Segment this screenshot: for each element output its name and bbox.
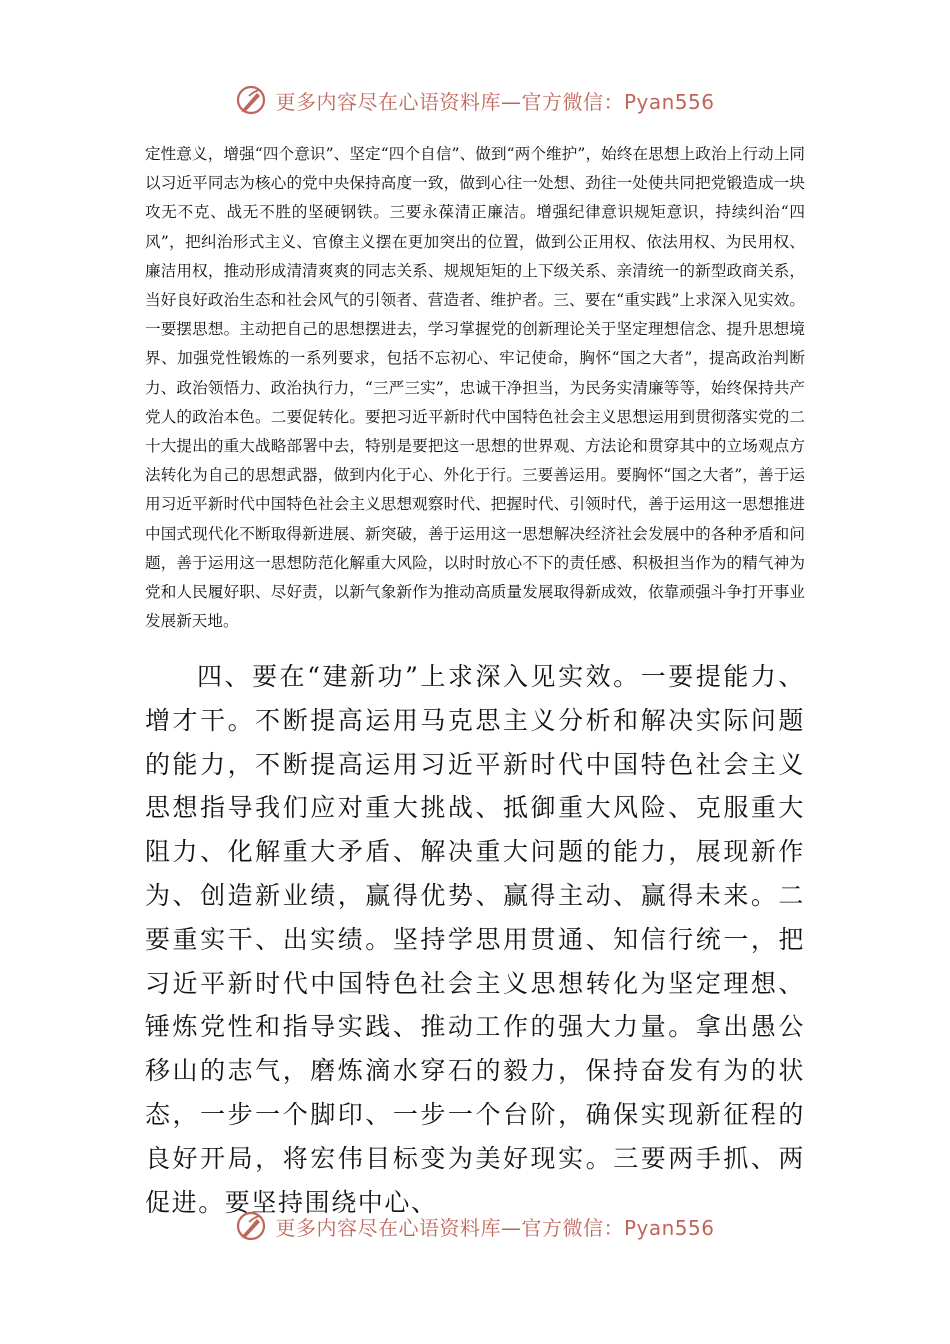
footer-banner — [0, 1210, 950, 1242]
body-paragraph-small: 定性意义，增强“四个意识”、坚定“四个自信”、做到“两个维护”，始终在思想上政治上行动上同以习近平同志为核心的党中央保持高度一致，做到心往一处想、劲往一处使共同把党锻造成一块攻无不克、战无不胜的坚硬钢铁。三要永葆清正廉洁。增强纪律意识规矩意识，持续纠治“四风”，把纠治形式主义、官僚主义摆在更加突出的位置，做到公正用权、依法用权、为民用权、廉洁用权，推动形成清清爽爽的同志关系、规规矩矩的上下级关系、亲清统一的新型政商关系，当好良好政治生态和社会风气的引领者、营造者、维护者。三、要在“重实践”上求深入见实效。一要摆思想。主动把自己的思想摆进去，学习掌握党的创新理论关于坚定理想信念、提升思想境界、加强党性锻炼的一系列要求，包括不忘初心、牢记使命，胸怀“国之大者”，提高政治判断力、政治领悟力、政治执行力，“三严三实”，忠诚干净担当，为民务实清廉等等，始终保持共产党人的政治本色。二要促转化。要把习近平新时代中国特色社会主义思想运用到贯彻落实党的二十大提出的重大战略部署中去，特别是要把这一思想的世界观、方法论和贯穿其中的立场观点方法转化为自己的思想武器，做到内化于心、外化于行。三要善运用。要胸怀“国之大者”，善于运用习近平新时代中国特色社会主义思想观察时代、把握时代、引领时代，善于运用这一思想推进中国式现代化不断取得新进展、新突破，善于运用这一思想解决经济社会发展中的各种矛盾和问题，善于运用这一思想防范化解重大风险，以时时放心不下的责任感、积极担当作为的精气神为党和人民履好职、尽好责，以新气象新作为推动高质量发展取得新成效，依靠顽强斗争打开事业发展新天地。 — [145, 145, 805, 631]
header-banner-text: 更多内容尽在心语资料库—官方微信：Pyan556 — [275, 89, 715, 114]
pen-logo-icon — [235, 1210, 267, 1242]
body-paragraph-large: 四、要在“建新功”上求深入见实效。一要提能力、增才干。不断提高运用马克思主义分析和解决实际问题的能力，不断提高运用习近平新时代中国特色社会主义思想指导我们应对重大挑战、抵御重大风险、克服重大阻力、化解重大矛盾、解决重大问题的能力，展现新作为、创造新业绩，赢得优势、赢得主动、赢得未来。二要重实干、出实绩。坚持学思用贯通、知信行统一，把习近平新时代中国特色社会主义思想转化为坚定理想、锤炼党性和指导实践、推动工作的强大力量。拿出愚公移山的志气，磨炼滴水穿石的毅力，保持奋发有为的状态，一步一个脚印、一步一个台阶，确保实现新征程的良好开局，将宏伟目标变为美好现实。三要两手抓、两促进。要坚持围绕中心、 — [145, 662, 805, 1217]
footer-banner-text: 更多内容尽在心语资料库—官方微信：Pyan556 — [275, 1215, 715, 1240]
pen-logo-icon — [235, 84, 267, 116]
header-banner — [0, 84, 950, 116]
